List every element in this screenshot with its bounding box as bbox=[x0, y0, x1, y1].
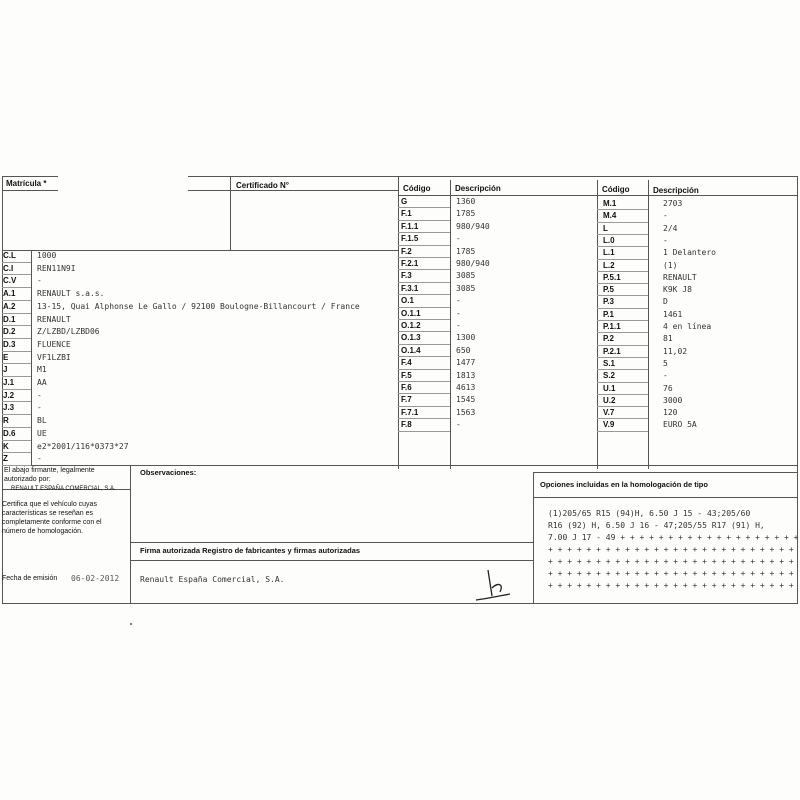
field-code: A.2 bbox=[3, 301, 16, 311]
field-code: E bbox=[3, 352, 9, 362]
field-code: F.5 bbox=[401, 370, 412, 380]
field-code: S.2 bbox=[603, 371, 616, 381]
field-value: - bbox=[37, 390, 42, 400]
field-code: U.1 bbox=[603, 383, 616, 393]
field-value: - bbox=[663, 211, 668, 221]
codigo-header-2: Código bbox=[602, 185, 630, 194]
field-code: P.5 bbox=[603, 285, 614, 295]
field-value: 980/940 bbox=[456, 259, 490, 268]
field-code: P.1 bbox=[603, 309, 614, 319]
field-code: L.2 bbox=[603, 260, 615, 270]
field-code: J bbox=[3, 365, 8, 375]
observaciones-label: Observaciones: bbox=[140, 468, 197, 477]
field-value: Z/LZBD/LZBD06 bbox=[37, 327, 100, 337]
field-code: V.7 bbox=[603, 408, 615, 418]
field-value: (1) bbox=[663, 260, 678, 270]
field-code: O.1.4 bbox=[401, 345, 421, 355]
field-code: P.2 bbox=[603, 334, 614, 344]
field-code: C.I bbox=[3, 263, 14, 273]
plus-row: + + + + + + + + + + + + + + + + + + + + + + + + + + bbox=[548, 557, 794, 566]
field-code: J.3 bbox=[3, 403, 15, 413]
field-code: L.1 bbox=[603, 248, 615, 258]
field-value: 1785 bbox=[456, 246, 476, 256]
field-value: M1 bbox=[37, 365, 47, 375]
field-value: 980/940 bbox=[456, 221, 490, 231]
opciones-label: Opciones incluidas en la homologación de tipo bbox=[540, 480, 708, 489]
field-code: F.4 bbox=[401, 358, 412, 368]
certifica-line-3: completamente conforme con el bbox=[2, 519, 102, 526]
field-value: 3000 bbox=[663, 395, 683, 405]
field-code: F.7.1 bbox=[401, 407, 419, 417]
field-value: 1545 bbox=[456, 395, 476, 405]
firma-value: Renault España Comercial, S.A. bbox=[140, 575, 285, 584]
field-value: REN11N9I bbox=[37, 263, 76, 273]
field-code: O.1.1 bbox=[401, 308, 421, 318]
field-code: F.3.1 bbox=[401, 283, 419, 293]
field-value: K9K J8 bbox=[663, 285, 692, 295]
field-code: K bbox=[3, 441, 9, 451]
matricula-header: Matrícula * bbox=[6, 179, 47, 188]
field-code: Z bbox=[3, 454, 8, 464]
field-code: F.6 bbox=[401, 383, 412, 392]
certifica-line-1: Certifica que el vehículo cuyas bbox=[2, 501, 97, 508]
field-code: L bbox=[603, 223, 608, 233]
field-code: J.2 bbox=[3, 390, 15, 400]
field-value: 1477 bbox=[456, 358, 476, 368]
firma-label: Firma autorizada Registro de fabricantes y firmas autorizadas bbox=[140, 546, 361, 555]
field-value: 3085 bbox=[456, 283, 476, 293]
plus-row: + + + + + + + + + + + + + + + + + + + + + + + + + + bbox=[548, 569, 794, 578]
codigo-header-1: Código bbox=[403, 184, 431, 193]
plus-row: + + + + + + + + + + + + + + + + + + + + + + + + + + bbox=[548, 581, 794, 590]
field-value: BL bbox=[37, 416, 47, 426]
field-value: 11,02 bbox=[663, 346, 688, 356]
field-code: F.1.1 bbox=[401, 221, 419, 231]
field-value: 76 bbox=[663, 383, 673, 393]
field-value: 1563 bbox=[456, 407, 476, 417]
field-value: 1785 bbox=[456, 209, 476, 219]
field-value: 1 Delantero bbox=[663, 248, 716, 258]
field-code: M.1 bbox=[603, 199, 617, 208]
field-value: 2/4 bbox=[663, 223, 678, 233]
field-code: A.1 bbox=[3, 289, 16, 299]
field-value: 4613 bbox=[456, 383, 476, 392]
field-value: RENAULT bbox=[37, 314, 71, 324]
firmante-line-2: autorizado por: bbox=[4, 476, 51, 483]
dot-mark bbox=[130, 623, 132, 625]
field-code: P.2.1 bbox=[603, 346, 621, 356]
field-code: D.3 bbox=[3, 339, 16, 349]
field-code: D.1 bbox=[3, 314, 16, 324]
field-code: R bbox=[3, 416, 9, 426]
field-value: 2703 bbox=[663, 199, 683, 208]
signature-icon bbox=[470, 566, 520, 606]
field-value: 1000 bbox=[37, 251, 57, 260]
field-value: 650 bbox=[456, 345, 471, 355]
field-code: S.1 bbox=[603, 358, 616, 368]
opciones-line-2: R16 (92) H, 6.50 J 16 - 47;205/55 R17 (91) H, bbox=[548, 521, 765, 530]
matricula-redaction bbox=[58, 170, 188, 196]
field-code: P.5.1 bbox=[603, 272, 621, 282]
fecha-value: 06-02-2012 bbox=[71, 574, 120, 583]
plus-row: + + + + + + + + + + + + + + + + + + + + + + + + + + bbox=[548, 545, 794, 554]
descripcion-header-2: Descripción bbox=[653, 186, 699, 195]
field-code: C.V bbox=[3, 276, 17, 286]
field-value: 120 bbox=[663, 408, 678, 418]
field-code: U.2 bbox=[603, 395, 616, 405]
field-value: - bbox=[456, 234, 461, 244]
certifica-line-4: número de homologación. bbox=[2, 528, 83, 535]
field-code: F.8 bbox=[401, 420, 412, 430]
field-value: EURO 5A bbox=[663, 420, 697, 430]
field-code: F.1 bbox=[401, 209, 412, 219]
field-value: - bbox=[37, 276, 42, 286]
field-code: O.1.2 bbox=[401, 321, 421, 330]
field-code: L.0 bbox=[603, 235, 615, 245]
field-value: UE bbox=[37, 428, 47, 438]
field-code: F.7 bbox=[401, 395, 412, 405]
field-code: D.6 bbox=[3, 428, 16, 438]
firmante-line-1: El abajo firmante, legalmente bbox=[4, 467, 95, 474]
field-value: D bbox=[663, 297, 668, 307]
field-value: 1461 bbox=[663, 309, 683, 319]
opciones-line-1: (1)205/65 R15 (94)H, 6.50 J 15 - 43;205/60 bbox=[548, 509, 751, 518]
fecha-label: Fecha de emisión bbox=[2, 575, 58, 582]
field-code: O.1 bbox=[401, 296, 414, 306]
field-code: O.1.3 bbox=[401, 333, 421, 343]
field-code: M.4 bbox=[603, 211, 617, 221]
certifica-line-2: características se reseñan es bbox=[2, 510, 94, 517]
field-code: D.2 bbox=[3, 327, 16, 337]
field-value: - bbox=[456, 308, 461, 318]
field-value: 5 bbox=[663, 358, 668, 368]
firmante-company: RENAULT ESPAÑA COMERCIAL, S.A. bbox=[11, 486, 116, 492]
field-value: 4 en línea bbox=[663, 322, 712, 331]
descripcion-header-1: Descripción bbox=[455, 184, 501, 193]
field-value: - bbox=[663, 235, 668, 245]
field-value: 1360 bbox=[456, 197, 476, 206]
field-code: G bbox=[401, 197, 408, 206]
field-code: F.2 bbox=[401, 246, 412, 256]
field-value: RENAULT bbox=[663, 272, 697, 282]
field-code: F.1.5 bbox=[401, 234, 419, 244]
field-code: C.L bbox=[3, 251, 16, 260]
field-code: P.3 bbox=[603, 297, 614, 307]
field-value: - bbox=[456, 321, 461, 330]
field-value: 13-15, Quai Alphonse Le Gallo / 92100 Boulogne-Billancourt / France bbox=[37, 301, 360, 311]
field-value: e2*2001/116*0373*27 bbox=[37, 441, 129, 451]
field-code: F.2.1 bbox=[401, 259, 419, 268]
field-value: FLUENCE bbox=[37, 339, 71, 349]
field-value: - bbox=[37, 454, 42, 464]
field-code: F.3 bbox=[401, 271, 412, 281]
field-value: - bbox=[456, 296, 461, 306]
field-code: J.1 bbox=[3, 378, 15, 387]
field-value: 1813 bbox=[456, 370, 476, 380]
field-value: 1300 bbox=[456, 333, 476, 343]
field-code: V.9 bbox=[603, 420, 615, 430]
opciones-line-3: 7.00 J 17 - 49 + + + + + + + + + + + + + + + + + + + bbox=[548, 533, 799, 542]
field-value: AA bbox=[37, 378, 47, 387]
field-value: 81 bbox=[663, 334, 673, 344]
field-value: VF1LZBI bbox=[37, 352, 71, 362]
field-code: P.1.1 bbox=[603, 322, 621, 331]
field-value: RENAULT s.a.s. bbox=[37, 289, 105, 299]
certificado-header: Certificado N° bbox=[236, 181, 289, 190]
field-value: - bbox=[37, 403, 42, 413]
field-value: - bbox=[663, 371, 668, 381]
field-value: - bbox=[456, 420, 461, 430]
field-value: 3085 bbox=[456, 271, 476, 281]
